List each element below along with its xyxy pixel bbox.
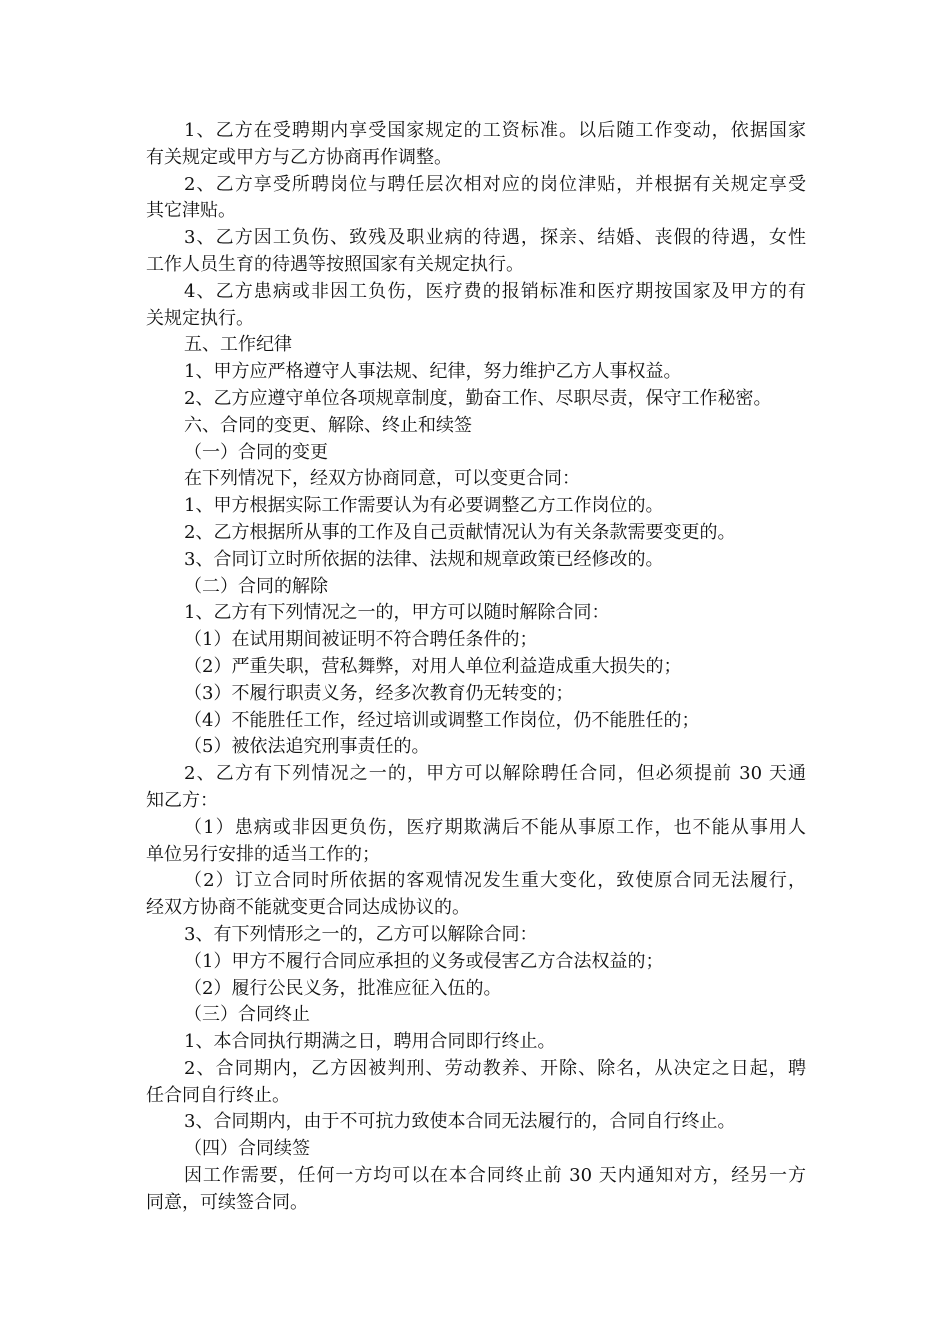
clause-6-4-line-2: 同意，可续签合同。 bbox=[146, 1191, 308, 1213]
subsection-1-intro: 在下列情况下，经双方协商同意，可以变更合同： bbox=[184, 468, 580, 490]
clause-6-1-2: 2、乙方根据所从事的工作及自己贡献情况认为有关条款需要变更的。 bbox=[184, 521, 736, 543]
clause-4-2-line-1: 2、乙方享受所聘岗位与聘任层次相对应的岗位津贴，并根据有关规定享受 bbox=[184, 173, 806, 195]
clause-6-3-2-line-2: 任合同自行终止。 bbox=[146, 1084, 290, 1106]
item-6-2-3-1: （1）甲方不履行合同应承担的义务或侵害乙方合法权益的； bbox=[184, 950, 664, 972]
clause-6-1-3: 3、合同订立时所依据的法律、法规和规章政策已经修改的。 bbox=[184, 548, 664, 570]
clause-6-3-3: 3、合同期内，由于不可抗力致使本合同无法履行的，合同自行终止。 bbox=[184, 1111, 736, 1133]
clause-4-4-line-1: 4、乙方患病或非因工负伤，医疗费的报销标准和医疗期按国家及甲方的有 bbox=[184, 280, 806, 302]
clause-6-3-2-line-1: 2、合同期内，乙方因被判刑、劳动教养、开除、除名，从决定之日起，聘 bbox=[184, 1057, 806, 1079]
clause-4-3-line-2: 工作人员生育的待遇等按照国家有关规定执行。 bbox=[146, 253, 524, 275]
item-6-2-3-2: （2）履行公民义务，批准应征入伍的。 bbox=[184, 977, 502, 999]
clause-6-2-2-line-1: 2、乙方有下列情况之一的，甲方可以解除聘任合同，但必须提前 30 天通 bbox=[184, 763, 806, 785]
item-6-2-2-2-line-2: 经双方协商不能就变更合同达成协议的。 bbox=[146, 897, 470, 919]
clause-6-2-3: 3、有下列情形之一的，乙方可以解除合同： bbox=[184, 923, 538, 945]
section-heading-5: 五、工作纪律 bbox=[184, 334, 292, 356]
clause-6-1-1: 1、甲方根据实际工作需要认为有必要调整乙方工作岗位的。 bbox=[184, 495, 664, 517]
section-heading-6: 六、合同的变更、解除、终止和续签 bbox=[184, 414, 472, 436]
item-6-2-1-5: （5）被依法追究刑事责任的。 bbox=[184, 736, 430, 758]
clause-4-4-line-2: 关规定执行。 bbox=[146, 307, 254, 329]
clause-6-2-1: 1、乙方有下列情况之一的，甲方可以随时解除合同： bbox=[184, 602, 610, 624]
item-6-2-1-4: （4）不能胜任工作，经过培训或调整工作岗位，仍不能胜任的； bbox=[184, 709, 700, 731]
clause-5-1: 1、甲方应严格遵守人事法规、纪律，努力维护乙方人事权益。 bbox=[184, 361, 682, 383]
clause-4-1-line-2: 有关规定或甲方与乙方协商再作调整。 bbox=[146, 146, 452, 168]
subsection-heading-2: （二）合同的解除 bbox=[184, 575, 328, 597]
item-6-2-1-3: （3）不履行职责义务，经多次教育仍无转变的； bbox=[184, 682, 574, 704]
item-6-2-2-2-line-1: （2）订立合同时所依据的客观情况发生重大变化，致使原合同无法履行， bbox=[184, 870, 806, 892]
item-6-2-2-1-line-1: （1）患病或非因更负伤，医疗期欺满后不能从事原工作，也不能从事用人 bbox=[184, 816, 806, 838]
clause-4-1-line-1: 1、乙方在受聘期内享受国家规定的工资标准。以后随工作变动，依据国家 bbox=[184, 120, 806, 141]
clause-4-2-line-2: 其它津贴。 bbox=[146, 200, 236, 222]
clause-6-2-2-line-2: 知乙方： bbox=[146, 789, 218, 811]
item-6-2-1-1: （1）在试用期间被证明不符合聘任条件的； bbox=[184, 629, 538, 651]
subsection-heading-1: （一）合同的变更 bbox=[184, 441, 328, 463]
subsection-heading-4: （四）合同续签 bbox=[184, 1138, 310, 1160]
clause-5-2: 2、乙方应遵守单位各项规章制度，勤奋工作、尽职尽责，保守工作秘密。 bbox=[184, 387, 772, 409]
item-6-2-2-1-line-2: 单位另行安排的适当工作的； bbox=[146, 843, 380, 865]
clause-6-4-line-1: 因工作需要，任何一方均可以在本合同终止前 30 天内通知对方，经另一方 bbox=[184, 1165, 806, 1187]
subsection-heading-3: （三）合同终止 bbox=[184, 1004, 310, 1026]
clause-6-3-1: 1、本合同执行期满之日，聘用合同即行终止。 bbox=[184, 1031, 556, 1053]
contract-page bbox=[146, 118, 806, 1217]
item-6-2-1-2: （2）严重失职，营私舞弊，对用人单位利益造成重大损失的； bbox=[184, 655, 682, 677]
clause-4-3-line-1: 3、乙方因工负伤、致残及职业病的待遇，探亲、结婚、丧假的待遇，女性 bbox=[184, 227, 806, 249]
